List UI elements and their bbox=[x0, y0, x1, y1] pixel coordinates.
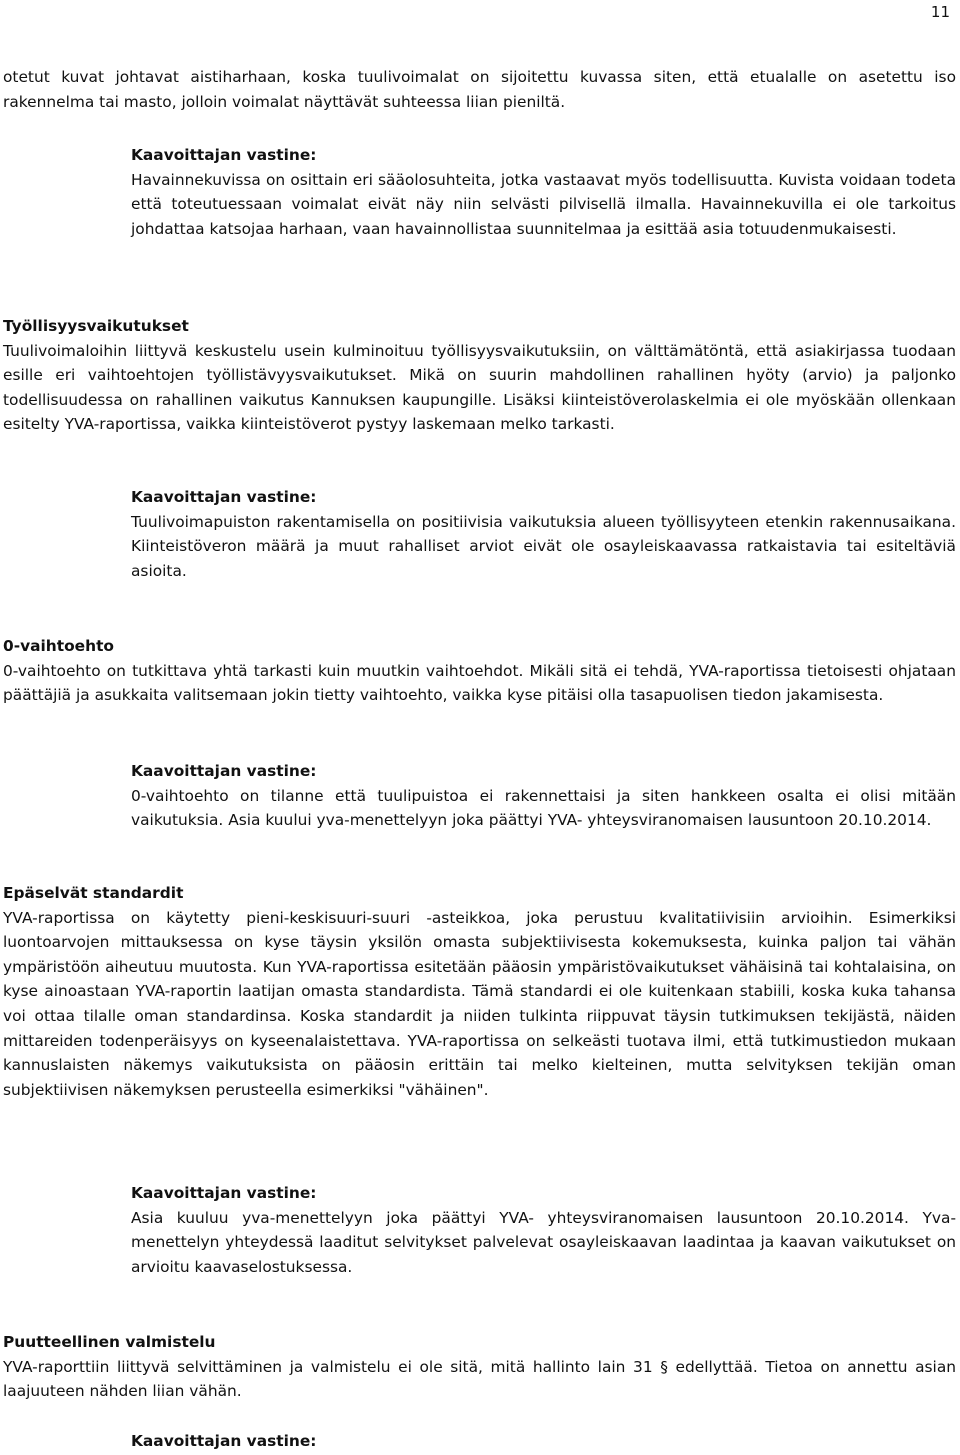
reply-heading: Kaavoittajan vastine: bbox=[131, 1432, 317, 1450]
section-heading: Puutteellinen valmistelu bbox=[3, 1333, 216, 1351]
paragraph-aistiharha bbox=[3, 65, 956, 114]
section-tyollisyysvaikutukset bbox=[3, 314, 956, 437]
reply-text: 0-vaihtoehto on tilanne että tuulipuistoa ei rakennettaisi ja siten hankkeen osalta ei olisi mitään vaikutuksia. Asia kuului yva-menettelyyn joka päättyi YVA- yhteysviranomaisen lausuntoon 20.10.2014. bbox=[131, 786, 956, 830]
reply-tyollisyys bbox=[131, 485, 956, 583]
reply-valmistelu bbox=[131, 1429, 956, 1454]
reply-text: Tuulivoimapuiston rakentamisella on positiivisia vaikutuksia alueen työllisyyteen etenkin rakennusaikana. Kiinteistöveron määrä ja muut rahalliset arviot eivät ole osayleiskaavassa ratkaistavia tai esiteltäviä asioita. bbox=[131, 512, 956, 580]
reply-havainnekuvat bbox=[131, 143, 956, 241]
section-heading: Epäselvät standardit bbox=[3, 884, 184, 902]
section-text: YVA-raporttiin liittyvä selvittäminen ja valmistelu ei ole sitä, mitä hallinto lain 31 § edellyttää. Tietoa on annettu asian laajuuteen nähden liian vähän. bbox=[3, 1357, 956, 1401]
paragraph-text: otetut kuvat johtavat aistiharhaan, koska tuulivoimalat on sijoitettu kuvassa siten, että etualalle on asetettu iso rakennelma tai masto, jolloin voimalat näyttävät suhteessa liian pieniltä. bbox=[3, 68, 956, 111]
reply-heading: Kaavoittajan vastine: bbox=[131, 1184, 317, 1202]
section-text: YVA-raportissa on käytetty pieni-keskisuuri-suuri -asteikkoa, joka perustuu kvalitatiivisiin arvioihin. Esimerkiksi luontoarvojen mittauksessa on kyse täysin yksilön omasta subjektiivisesta kokemuksesta, kuinka paljon tai vähän ympäristöön aiheutuu muutosta. Kun YVA-raportissa esitetään pääosin ympäristövaikutukset vähäisinä tai kohtalaisina, on kyse ainoastaan YVA-raportin laatijan omasta standardista. Tämä standardi ei ole kuitenkaan stabiili, koska kuka tahansa voi ottaa tilalle oman standardinsa. Koska standardit ja niiden tulkinta riippuvat täysin tutkimuksen tekijästä, näiden mittareiden todenperäisyys on kyseenalaistettava. YVA-raportissa on selkeästi tuotava ilmi, että tutkimustiedon mukaan kannuslaisten näkemys vaikutuksista on pääosin erittäin tai melko kielteinen, mutta selvityksen tekijän oman subjektiivisen näkemyksen perusteella esimerkiksi "vähäinen". bbox=[3, 908, 956, 1099]
section-0-vaihtoehto bbox=[3, 634, 956, 708]
section-epaselvat-standardit bbox=[3, 881, 956, 1102]
reply-0-vaihtoehto bbox=[131, 759, 956, 833]
reply-heading: Kaavoittajan vastine: bbox=[131, 146, 317, 164]
page-number: 11 bbox=[930, 3, 950, 21]
reply-heading: Kaavoittajan vastine: bbox=[131, 488, 317, 506]
section-heading: 0-vaihtoehto bbox=[3, 637, 115, 655]
section-puutteellinen-valmistelu bbox=[3, 1330, 956, 1404]
reply-text: Havainnekuvissa on osittain eri sääolosuhteita, jotka vastaavat myös todellisuutta. Kuvista voidaan todeta että toteutuessaan voimalat eivät näy niin selvästi pilvisellä ilmalla. Havainnekuvilla ei ole tarkoitus johdattaa katsojaa harhaan, vaan havainnollistaa suunnitelmaa ja esittää asia totuudenmukaisesti. bbox=[131, 170, 956, 238]
section-text: Tuulivoimaloihin liittyvä keskustelu usein kulminoituu työllisyysvaikutuksiin, on välttämätöntä, että asiakirjassa tuodaan esille eri vaihtoehtojen työllistävyysvaikutukset. Mikä on suurin mahdollinen rahallinen hyöty (arvio) ja paljonko todellisuudessa on rahallinen vaikutus Kannuksen kaupungille. Lisäksi kiinteistöverolaskelmia ei ole myöskään ollenkaan esitelty YVA-raportissa, vaikka kiinteistöverot pystyy laskemaan melko tarkasti. bbox=[3, 341, 956, 434]
section-text: 0-vaihtoehto on tutkittava yhtä tarkasti kuin muutkin vaihtoehdot. Mikäli sitä ei tehdä, YVA-raportissa tietoisesti ohjataan päättäjiä ja asukkaita valitsemaan jokin tietty vaihtoehto, vaikka kyse pitäisi olla tasapuolisen tiedon jakamisesta. bbox=[3, 661, 956, 705]
reply-heading: Kaavoittajan vastine: bbox=[131, 762, 317, 780]
section-heading: Työllisyysvaikutukset bbox=[3, 317, 189, 335]
reply-text: Asia kuuluu yva-menettelyyn joka päättyi YVA- yhteysviranomaisen lausuntoon 20.10.2014. Yva-menettelyn yhteydessä laaditut selvitykset palvelevat osayleiskaavan laadintaa ja kaavan vaikutukset on arvioitu kaavaselostuksessa. bbox=[131, 1208, 956, 1276]
reply-standardit bbox=[131, 1181, 956, 1279]
